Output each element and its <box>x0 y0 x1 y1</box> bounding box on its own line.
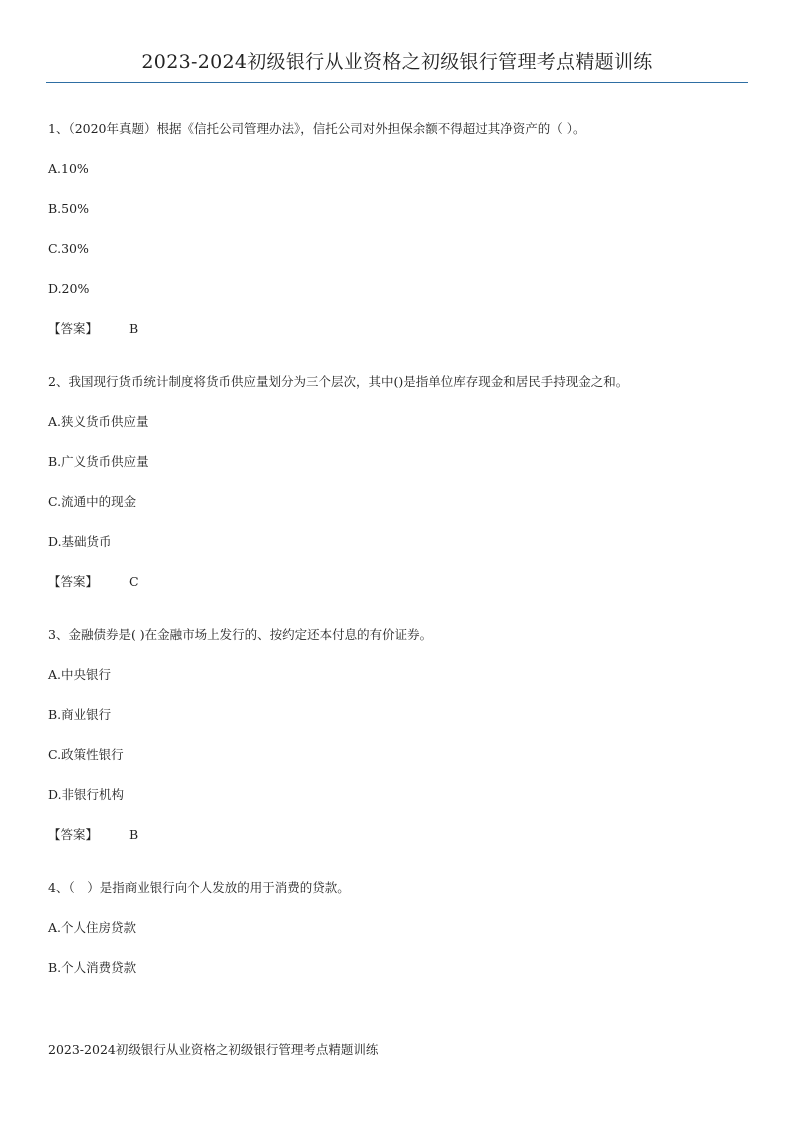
question-4-option-a: A.个人住房贷款 <box>48 920 137 935</box>
answer-value: B <box>129 321 139 336</box>
question-2-option-c: C.流通中的现金 <box>48 494 137 509</box>
question-1-stem: 1、（2020年真题）根据《信托公司管理办法》，信托公司对外担保余额不得超过其净资产的（ ）。 <box>48 121 586 136</box>
question-1-option-c: C.30% <box>48 241 89 256</box>
question-4-option-b: B.个人消费贷款 <box>48 960 137 975</box>
answer-label: 【答案】 <box>48 574 99 589</box>
question-2-option-b: B.广义货币供应量 <box>48 454 149 469</box>
question-2-option-a: A.狭义货币供应量 <box>48 414 149 429</box>
answer-value: C <box>129 574 139 589</box>
question-3-stem: 3、金融债券是( )在金融市场上发行的、按约定还本付息的有价证券。 <box>48 627 433 642</box>
question-3-option-c: C.政策性银行 <box>48 747 124 762</box>
page-title: 2023-2024初级银行从业资格之初级银行管理考点精题训练 <box>141 51 653 73</box>
page-footer: 2023-2024初级银行从业资格之初级银行管理考点精题训练 <box>48 1042 379 1057</box>
question-3-option-d: D.非银行机构 <box>48 787 125 802</box>
question-2-stem: 2、我国现行货币统计制度将货币供应量划分为三个层次，其中()是指单位库存现金和居民手持现金之和。 <box>48 374 629 389</box>
question-2-answer <box>48 573 139 591</box>
question-1-option-d: D.20% <box>48 281 90 296</box>
question-3-option-a: A.中央银行 <box>48 667 112 682</box>
question-1-answer <box>48 320 138 338</box>
answer-label: 【答案】 <box>48 321 99 336</box>
question-2-option-d: D.基础货币 <box>48 534 112 549</box>
question-4-stem: 4、（ ）是指商业银行向个人发放的用于消费的贷款。 <box>48 880 350 895</box>
answer-value: B <box>129 827 139 842</box>
question-1-option-b: B.50% <box>48 201 89 216</box>
question-1-option-a: A.10% <box>48 161 89 176</box>
page-header <box>46 48 748 83</box>
answer-label: 【答案】 <box>48 827 99 842</box>
question-3-answer <box>48 826 138 844</box>
question-3-option-b: B.商业银行 <box>48 707 112 722</box>
